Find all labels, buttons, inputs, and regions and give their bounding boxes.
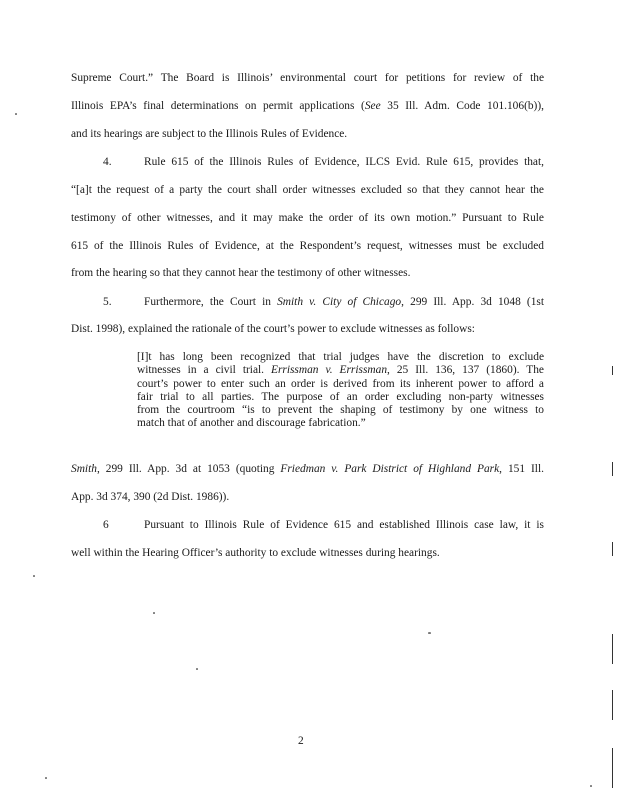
paragraph-4-line-1: Rule 615 of the Illinois Rules of Evidence, ILCS Evid. Rule 615, provides that, [144, 156, 544, 168]
scan-speck [153, 612, 155, 614]
margin-mark [612, 542, 613, 556]
paragraph-6-number: 6 [103, 519, 109, 531]
block-quote-line-2-a: witnesses in a civil trial. [137, 364, 272, 377]
paragraph-6-line-2: well within the Hearing Officer’s authority to exclude witnesses during hearings. [71, 547, 440, 559]
block-quote-line-3: court’s power to enter such an order is derived from its inherent power to afford a [137, 377, 544, 390]
margin-mark [612, 634, 613, 664]
citation-line-1 [71, 462, 544, 476]
see-signal: See [364, 100, 381, 112]
block-quote-line-1: [I]t has long been recognized that trial judges have the discretion to exclude [137, 351, 544, 363]
paragraph-3-line-2-text: Illinois EPA’s final determinations on permit applications (See 35 Ill. Adm. Code 101.106(b)), [71, 100, 544, 112]
scan-speck [15, 113, 17, 115]
scan-speck [428, 632, 431, 634]
errissman-case-name: Errissman v. Errissman [271, 364, 388, 377]
paragraph-4-line-5: from the hearing so that they cannot hear the testimony of other witnesses. [71, 267, 411, 279]
margin-mark [612, 690, 613, 720]
page-number: 2 [298, 735, 304, 747]
paragraph-6-line-1: Pursuant to Illinois Rule of Evidence 615 and established Illinois case law, it is [144, 519, 544, 531]
paragraph-3-line-1: Supreme Court.” The Board is Illinois’ environmental court for petitions for review of the [71, 72, 544, 84]
block-quote-line-2 [137, 364, 544, 377]
scan-speck [45, 777, 47, 779]
block-quote-line-6: match that of another and discourage fabrication.” [137, 417, 366, 430]
paragraph-5-line-1-a: Furthermore, the Court in [144, 296, 278, 308]
block-quote-line-5: from the courtroom “is to prevent the shaping of testimony by one witness to [137, 404, 544, 417]
paragraph-5-number: 5. [103, 296, 112, 308]
paragraph-4-line-3: testimony of other witnesses, and it may make the order of its own motion.” Pursuant to Rule [71, 212, 544, 224]
paragraph-4-line-2: “[a]t the request of a party the court shall order witnesses excluded so that they cannot hear the [71, 184, 544, 196]
smith-case-name: Smith v. City of Chicago [277, 296, 402, 308]
citation-case-2: Friedman v. Park District of Highland Park [280, 463, 500, 475]
block-quote [137, 351, 544, 431]
citation-text-b: , 151 Ill. [499, 463, 544, 475]
scan-speck [590, 785, 592, 787]
paragraph-5-line-2: Dist. 1998), explained the rationale of the court’s power to exclude witnesses as follows: [71, 323, 475, 335]
margin-mark [612, 462, 613, 476]
scan-speck [33, 575, 35, 577]
margin-mark [612, 748, 613, 788]
paragraph-3-line-3: and its hearings are subject to the Illinois Rules of Evidence. [71, 128, 348, 140]
citation-text-a: , 299 Ill. App. 3d at 1053 (quoting [96, 463, 281, 475]
paragraph-3-line-2 [71, 99, 544, 113]
paragraph-4-line-4: 615 of the Illinois Rules of Evidence, at the Respondent’s request, witnesses must be excluded [71, 240, 544, 252]
paragraph-5-line-1-b: , 299 Ill. App. 3d 1048 (1st [401, 296, 544, 308]
citation-line-2: App. 3d 374, 390 (2d Dist. 1986)). [71, 491, 230, 503]
paragraph-5-line-1 [144, 295, 544, 309]
margin-mark [612, 366, 613, 375]
block-quote-line-4: fair trial to all parties. The purpose of an order excluding non-party witnesses [137, 390, 544, 403]
paragraph-4-number: 4. [103, 156, 112, 168]
scan-speck [196, 668, 198, 670]
block-quote-line-2-b: , 25 Ill. 136, 137 (1860). The [387, 364, 544, 377]
citation-case-1: Smith [71, 463, 97, 475]
